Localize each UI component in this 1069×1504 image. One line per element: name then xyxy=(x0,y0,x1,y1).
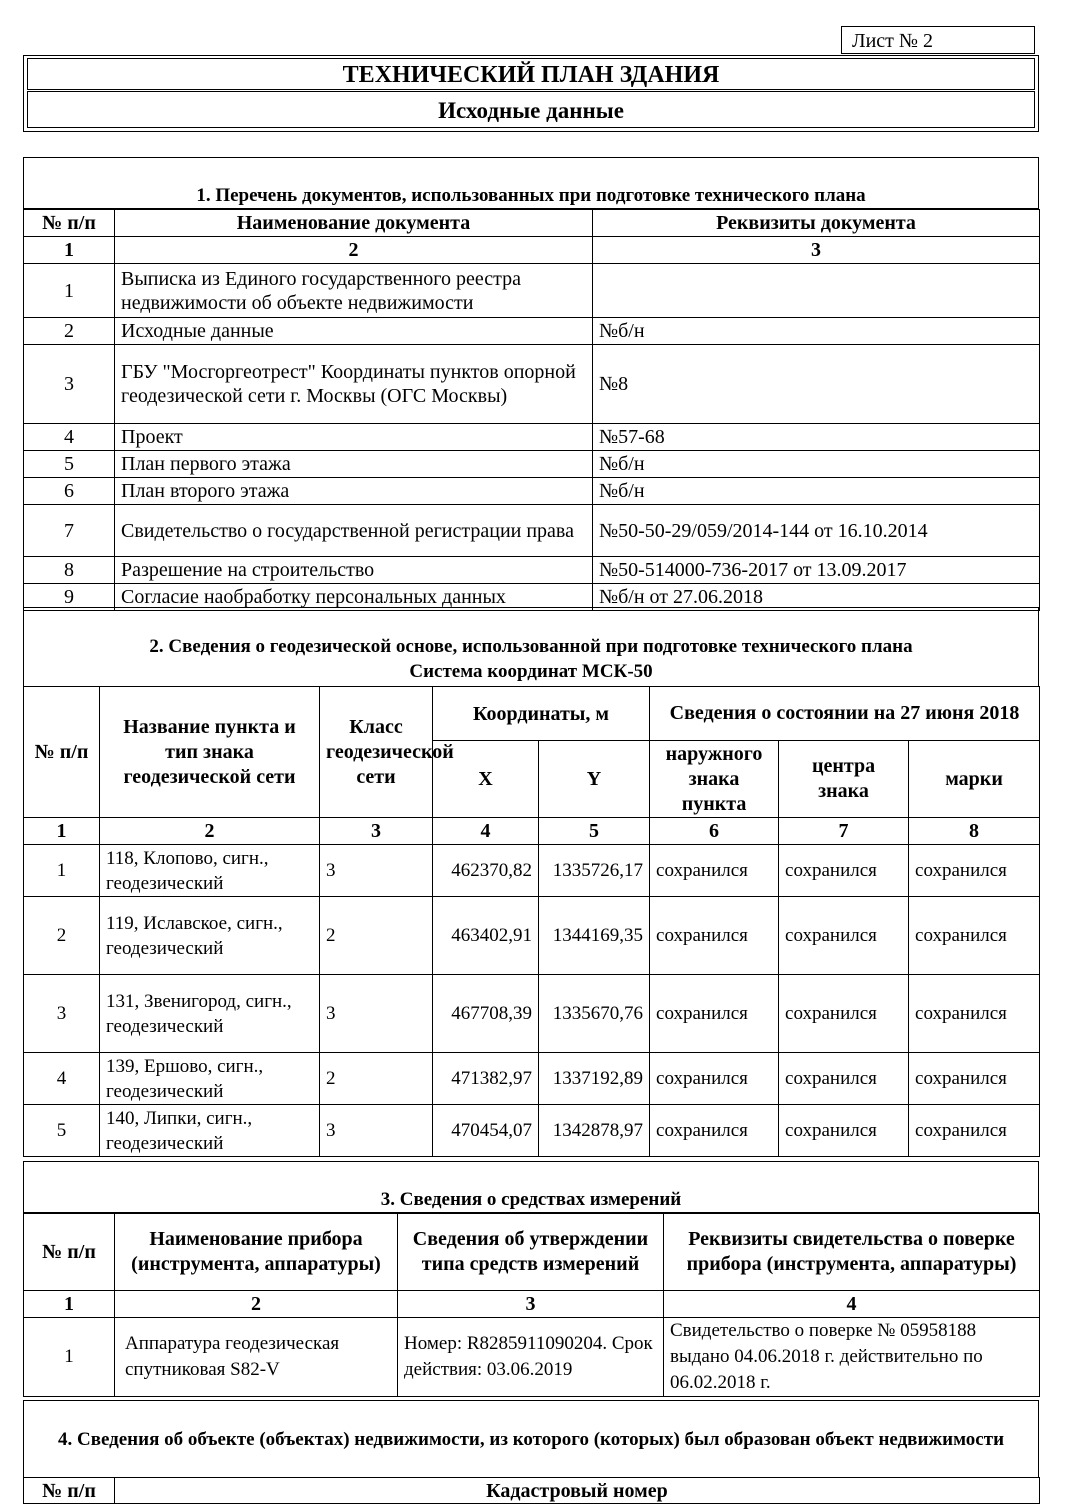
s2-col-index: 8 xyxy=(909,818,1040,845)
s1-col-req-header: Реквизиты документа xyxy=(593,210,1040,237)
verification-certificate: Свидетельство о поверке № 05958188 выдано 04.06.2018 г. действительно по 06.02.2018 г. xyxy=(664,1318,1040,1397)
s1-col-num-header: № п/п xyxy=(24,210,115,237)
row-number: 5 xyxy=(24,1105,100,1157)
document-name: ГБУ "Мосгоргеотрест" Координаты пунктов опорной геодезической сети г. Москвы (ОГС Москвы) xyxy=(115,345,593,424)
section3-title: 3. Сведения о средствах измерений xyxy=(380,1189,682,1210)
network-class: 3 xyxy=(320,975,433,1053)
document-requisites: №б/н xyxy=(593,478,1040,505)
state-center: сохранился xyxy=(779,975,909,1053)
state-outer: сохранился xyxy=(650,1105,779,1157)
table-row xyxy=(24,845,1040,897)
coord-x: 471382,97 xyxy=(433,1053,539,1105)
state-center: сохранился xyxy=(779,845,909,897)
s2-col-num-header: № п/п xyxy=(24,687,100,818)
document-requisites: №57-68 xyxy=(593,424,1040,451)
document-name: Выписка из Единого государственного реестра недвижимости об объекте недвижимости xyxy=(115,264,593,318)
document-requisites: №50-50-29/059/2014-144 от 16.10.2014 xyxy=(593,505,1040,557)
type-approval: Номер: R8285911090204. Срок действия: 03.06.2019 xyxy=(398,1318,664,1397)
state-center: сохранился xyxy=(779,1105,909,1157)
s2-col-index: 7 xyxy=(779,818,909,845)
document-requisites: №8 xyxy=(593,345,1040,424)
s3-col-num-header: № п/п xyxy=(24,1214,115,1291)
s2-col-name-header: Название пункта и тип знака геодезической сети xyxy=(100,687,320,818)
row-number: 2 xyxy=(24,897,100,975)
coord-y: 1335726,17 xyxy=(539,845,650,897)
table-row xyxy=(24,451,1040,478)
s2-col-y-header: Y xyxy=(539,741,650,818)
row-number: 4 xyxy=(24,424,115,451)
s1-col-index: 3 xyxy=(593,237,1040,264)
document-name: Исходные данные xyxy=(115,318,593,345)
document-requisites: №б/н от 27.06.2018 xyxy=(593,584,1040,611)
s2-col-index: 6 xyxy=(650,818,779,845)
coord-y: 1344169,35 xyxy=(539,897,650,975)
document-name: План второго этажа xyxy=(115,478,593,505)
point-name: 118, Клопово, сигн., геодезический xyxy=(100,845,320,897)
s2-col-state-header: Сведения о состоянии на 27 июня 2018 xyxy=(650,687,1040,741)
coord-y: 1342878,97 xyxy=(539,1105,650,1157)
s2-col-outer-header: наружного знака пункта xyxy=(650,741,779,818)
row-number: 5 xyxy=(24,451,115,478)
state-marks: сохранился xyxy=(909,1053,1040,1105)
document-name: Согласие наобработку персональных данных xyxy=(115,584,593,611)
state-outer: сохранился xyxy=(650,897,779,975)
network-class: 3 xyxy=(320,845,433,897)
row-number: 4 xyxy=(24,1053,100,1105)
document-name: Разрешение на строительство xyxy=(115,557,593,584)
s3-col-index: 4 xyxy=(664,1291,1040,1318)
section4-table xyxy=(23,1477,1040,1504)
s3-col-approval-header: Сведения об утверждении типа средств измерений xyxy=(398,1214,664,1291)
section2-subtitle: Система координат МСК-50 xyxy=(409,661,653,682)
s2-col-index: 4 xyxy=(433,818,539,845)
coord-y: 1335670,76 xyxy=(539,975,650,1053)
state-marks: сохранился xyxy=(909,1105,1040,1157)
point-name: 140, Липки, сигн., геодезический xyxy=(100,1105,320,1157)
coord-x: 467708,39 xyxy=(433,975,539,1053)
section1-title: 1. Перечень документов, использованных при подготовке технического плана xyxy=(196,185,866,206)
s1-col-index: 1 xyxy=(24,237,115,264)
s4-col-num-header: № п/п xyxy=(24,1478,115,1504)
s2-col-center-header: центра знака xyxy=(779,741,909,818)
point-name: 119, Иславское, сигн., геодезический xyxy=(100,897,320,975)
device-name: Аппаратура геодезическая спутниковая S82-V xyxy=(115,1318,398,1397)
s2-col-index: 2 xyxy=(100,818,320,845)
s3-col-cert-header: Реквизиты свидетельства о поверке прибора (инструмента, аппаратуры) xyxy=(664,1214,1040,1291)
table-row xyxy=(24,424,1040,451)
row-number: 2 xyxy=(24,318,115,345)
document-subtitle: Исходные данные xyxy=(27,91,1035,128)
table-row xyxy=(24,1318,1040,1397)
row-number: 1 xyxy=(24,264,115,318)
table-row xyxy=(24,975,1040,1053)
state-center: сохранился xyxy=(779,1053,909,1105)
document-title: ТЕХНИЧЕСКИЙ ПЛАН ЗДАНИЯ xyxy=(27,58,1035,90)
s3-col-index: 3 xyxy=(398,1291,664,1318)
section1-table xyxy=(23,209,1040,611)
coord-x: 462370,82 xyxy=(433,845,539,897)
s3-col-index: 1 xyxy=(24,1291,115,1318)
sheet-number: Лист № 2 xyxy=(841,26,1035,54)
s3-col-index: 2 xyxy=(115,1291,398,1318)
s2-col-class-header: Класс геодезической сети xyxy=(320,687,433,818)
state-marks: сохранился xyxy=(909,845,1040,897)
s2-col-index: 1 xyxy=(24,818,100,845)
document-name: Проект xyxy=(115,424,593,451)
state-outer: сохранился xyxy=(650,975,779,1053)
s1-col-index: 2 xyxy=(115,237,593,264)
row-number: 7 xyxy=(24,505,115,557)
point-name: 139, Ершово, сигн., геодезический xyxy=(100,1053,320,1105)
row-number: 3 xyxy=(24,975,100,1053)
table-row xyxy=(24,557,1040,584)
state-marks: сохранился xyxy=(909,975,1040,1053)
table-row xyxy=(24,897,1040,975)
section3-table xyxy=(23,1213,1040,1397)
point-name: 131, Звенигород, сигн., геодезический xyxy=(100,975,320,1053)
row-number: 3 xyxy=(24,345,115,424)
s1-col-name-header: Наименование документа xyxy=(115,210,593,237)
s2-col-index: 5 xyxy=(539,818,650,845)
row-number: 9 xyxy=(24,584,115,611)
section2-table xyxy=(23,686,1040,1157)
table-row xyxy=(24,1105,1040,1157)
table-row xyxy=(24,318,1040,345)
table-row xyxy=(24,1053,1040,1105)
row-number: 8 xyxy=(24,557,115,584)
coord-x: 463402,91 xyxy=(433,897,539,975)
document-requisites: №б/н xyxy=(593,318,1040,345)
document-requisites: №50-514000-736-2017 от 13.09.2017 xyxy=(593,557,1040,584)
network-class: 3 xyxy=(320,1105,433,1157)
s4-col-cadastral-header: Кадастровый номер xyxy=(115,1478,1040,1504)
document-name: Свидетельство о государственной регистрации права xyxy=(115,505,593,557)
state-center: сохранился xyxy=(779,897,909,975)
s3-col-device-header: Наименование прибора (инструмента, аппаратуры) xyxy=(115,1214,398,1291)
document-name: План первого этажа xyxy=(115,451,593,478)
section4-title: 4. Сведения об объекте (объектах) недвижимости, из которого (которых) был образован объект недвижимости xyxy=(57,1429,1005,1450)
row-number: 1 xyxy=(24,1318,115,1397)
table-row xyxy=(24,478,1040,505)
document-requisites: №б/н xyxy=(593,451,1040,478)
state-marks: сохранился xyxy=(909,897,1040,975)
row-number: 6 xyxy=(24,478,115,505)
row-number: 1 xyxy=(24,845,100,897)
s2-col-index: 3 xyxy=(320,818,433,845)
s2-col-marks-header: марки xyxy=(909,741,1040,818)
table-row xyxy=(24,505,1040,557)
network-class: 2 xyxy=(320,897,433,975)
coord-x: 470454,07 xyxy=(433,1105,539,1157)
table-row xyxy=(24,264,1040,318)
s2-col-coords-header: Координаты, м xyxy=(433,687,650,741)
section2-title: 2. Сведения о геодезической основе, использованной при подготовке технического плана xyxy=(149,636,913,657)
state-outer: сохранился xyxy=(650,845,779,897)
coord-y: 1337192,89 xyxy=(539,1053,650,1105)
document-requisites xyxy=(593,264,1040,318)
s2-col-x-header: X xyxy=(433,741,539,818)
network-class: 2 xyxy=(320,1053,433,1105)
table-row xyxy=(24,345,1040,424)
state-outer: сохранился xyxy=(650,1053,779,1105)
